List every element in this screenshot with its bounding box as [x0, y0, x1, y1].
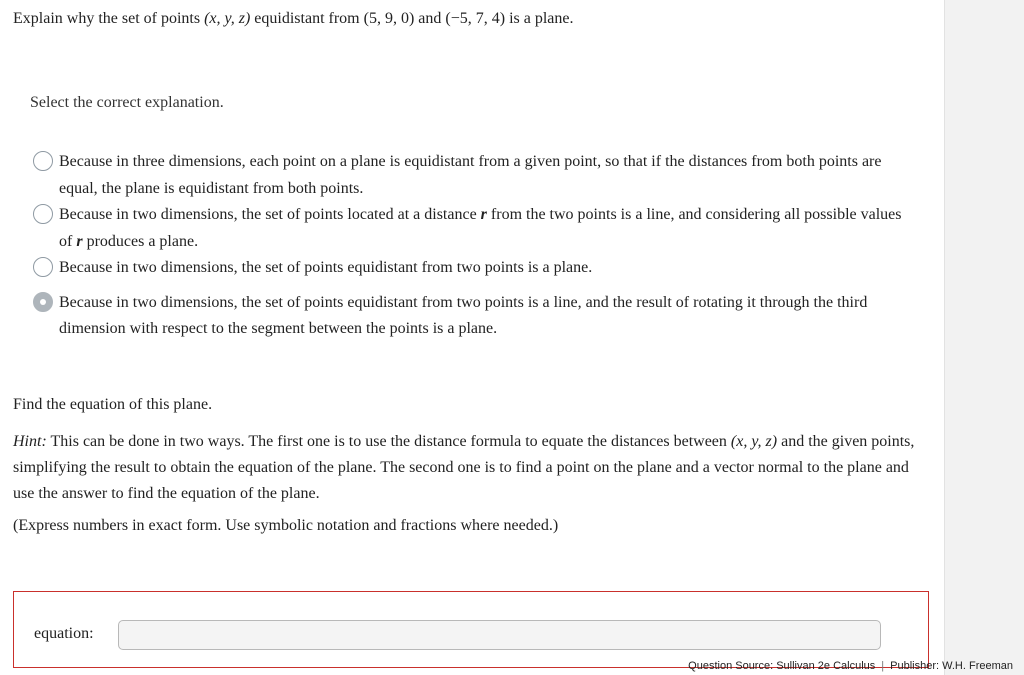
option-1[interactable]: [33, 149, 913, 202]
question-vars: (x, y, z): [204, 10, 251, 27]
equation-label: equation:: [34, 625, 94, 642]
hint-text: Hint: This can be done in two ways. The first one is to use the distance formula to equate the distances between (x, y, z) and the given points, simplifying the result to obtain the equation of the plane. The second one is to find a point on the plane and a vector normal to the plane and use the answer to find the equation of the plane.: [13, 433, 915, 502]
separator: |: [881, 660, 885, 672]
right-sidebar: [944, 0, 1024, 675]
radio-button[interactable]: [33, 257, 53, 277]
radio-button-selected[interactable]: [33, 292, 53, 312]
option-label: Because in two dimensions, the set of points located at a distance r from the two points is a line, and considering all possible values of r produces a plane.: [59, 206, 902, 250]
option-2[interactable]: [33, 202, 913, 255]
option-label: Because in two dimensions, the set of points equidistant from two points is a line, and the result of rotating it through the third dimension with respect to the segment between the points is a plane.: [59, 293, 868, 337]
select-prompt: Select the correct explanation.: [30, 94, 224, 111]
option-4[interactable]: [33, 290, 913, 343]
point-2: (−5, 7, 4): [445, 10, 506, 27]
publisher: Publisher: W.H. Freeman: [890, 660, 1013, 672]
option-3[interactable]: [33, 255, 913, 282]
hint-label: Hint:: [13, 433, 47, 450]
option-label: Because in three dimensions, each point on a plane is equidistant from a given point, so that if the distances from both points are equal, the plane is equidistant from both points.: [59, 153, 882, 197]
answer-box: [13, 591, 929, 668]
radio-button[interactable]: [33, 151, 53, 171]
question-text: Explain why the set of points (x, y, z) equidistant from (5, 9, 0) and (−5, 7, 4) is a plane.: [13, 10, 574, 27]
option-label: Because in two dimensions, the set of points equidistant from two points is a plane.: [59, 259, 593, 276]
radio-option-list: [33, 149, 913, 343]
radio-button[interactable]: [33, 204, 53, 224]
point-1: (5, 9, 0): [363, 10, 415, 27]
find-equation-title: Find the equation of this plane.: [13, 396, 213, 413]
footer-credits: [688, 660, 1013, 672]
question-source: Question Source: Sullivan 2e Calculus: [688, 660, 876, 672]
equation-input[interactable]: [118, 620, 881, 650]
express-instructions: (Express numbers in exact form. Use symbolic notation and fractions where needed.): [13, 517, 559, 534]
